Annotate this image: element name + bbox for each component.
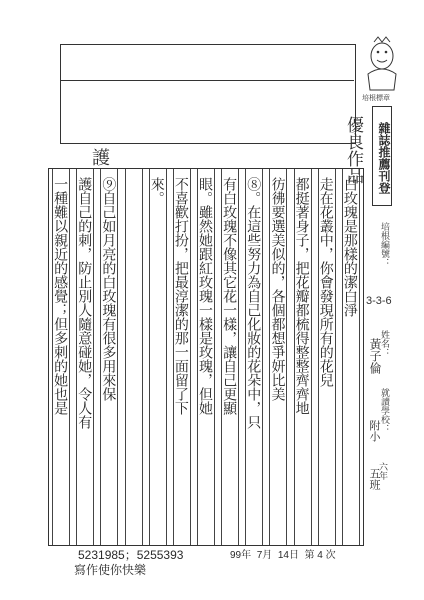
grid-column bbox=[100, 169, 118, 545]
grid-column bbox=[76, 169, 94, 545]
column-text: 彷彿要選美似的，各個都想爭妍比美 bbox=[269, 177, 286, 401]
grid-column bbox=[245, 169, 263, 545]
title-mark: 護 bbox=[92, 148, 110, 169]
name-label: 姓名： bbox=[380, 330, 390, 357]
grid-column bbox=[269, 169, 287, 545]
bacon-stamp-logo bbox=[360, 34, 404, 98]
column-text: 不喜歡打扮，把最淳潔的那一面留了下 bbox=[172, 177, 189, 415]
column-text: 護自己的刺，防止別人隨意碰她，令人有 bbox=[76, 177, 93, 429]
column-text: 一種難以親近的感覺；但多刺的她也是 bbox=[52, 177, 69, 415]
comment-box-divider bbox=[60, 80, 354, 81]
grade-value: 六年 bbox=[378, 462, 388, 480]
grid-column bbox=[125, 169, 143, 545]
year: 99 bbox=[230, 550, 242, 561]
column-text: ⑨自己如月亮的白玫瑰有很多用來保 bbox=[100, 177, 117, 401]
school-value: 附小 bbox=[368, 420, 381, 442]
date-row: 99年 7月 14日 第 4 次 bbox=[230, 550, 336, 561]
column-text: 有白玫瑰不像其它花一樣，讓自己更顯 bbox=[221, 177, 238, 415]
stamp-label: 培根標章 bbox=[362, 95, 390, 102]
number-label: 培根編號： bbox=[380, 222, 390, 267]
grid-column bbox=[221, 169, 239, 545]
grid-column bbox=[149, 169, 167, 545]
footer-motto: 寫作使你快樂 bbox=[74, 563, 147, 577]
grid-column bbox=[197, 169, 215, 545]
column-text: ⑧。在這些努力為自己化妝的花朵中，只 bbox=[245, 177, 262, 429]
column-text: 白玫瑰是那樣的潔白淨 bbox=[341, 177, 358, 317]
magazine-recommend-box: 雜誌推薦刊登 bbox=[372, 106, 392, 206]
class-value: 五班 bbox=[368, 468, 381, 490]
month: 7 bbox=[256, 550, 263, 561]
grid-column bbox=[318, 169, 336, 545]
comment-box bbox=[60, 44, 356, 144]
footer-phone: 5231985；5255393 bbox=[78, 548, 184, 562]
grid-column bbox=[294, 169, 312, 545]
issue: 4 bbox=[317, 550, 323, 561]
column-text: 眼。雖然她跟紅玫瑰一樣是玫瑰，但她 bbox=[197, 177, 213, 415]
excellent-work-mark: 優良作品 bbox=[343, 116, 363, 184]
grid-column bbox=[173, 169, 191, 545]
column-text: 都挺著身子，把花瓣都梳得整整齊齊地 bbox=[293, 177, 310, 415]
grid-column bbox=[52, 169, 70, 545]
column-text: 來。 bbox=[148, 177, 165, 205]
column-text: 走在花叢中，你會發現所有的花兒 bbox=[317, 177, 334, 387]
name-value: 黃子倫 bbox=[368, 338, 382, 374]
grid-column bbox=[342, 169, 360, 545]
number-value: 3-3-6 bbox=[366, 295, 392, 307]
day: 14 bbox=[277, 550, 289, 561]
school-label: 就讀學校： bbox=[380, 388, 390, 433]
writing-grid bbox=[48, 168, 364, 546]
